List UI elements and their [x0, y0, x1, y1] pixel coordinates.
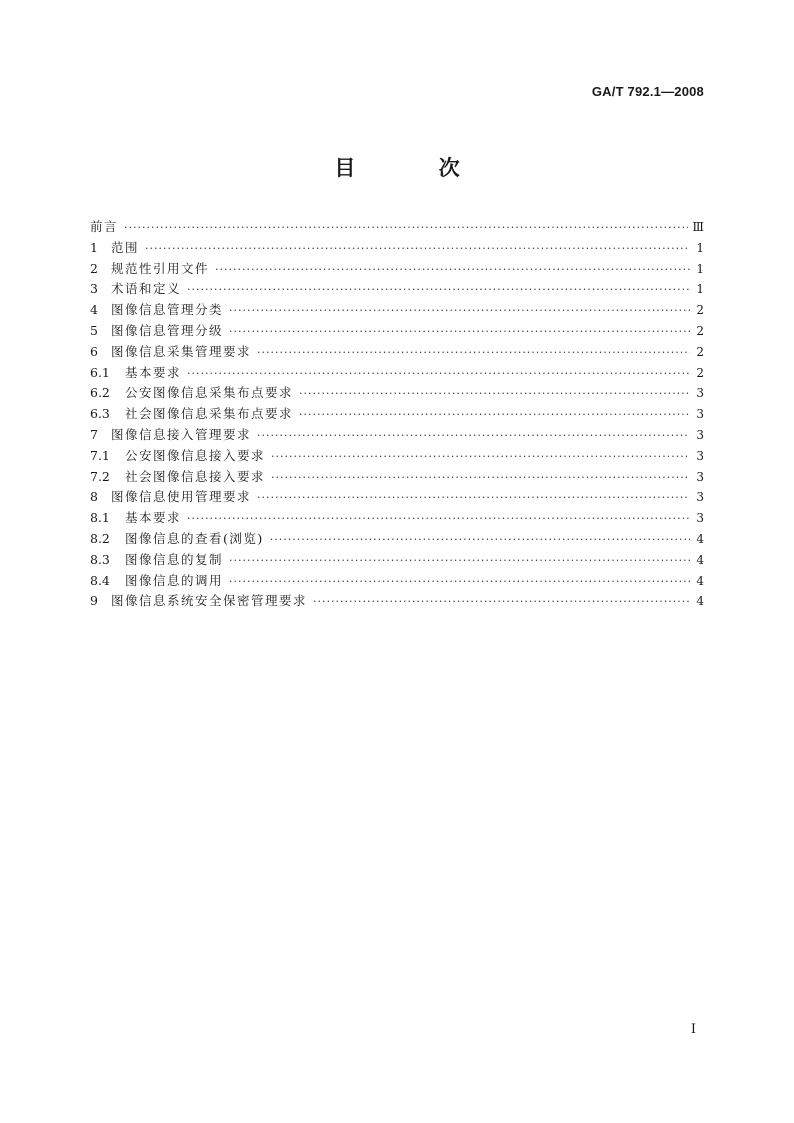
toc-dot-leader [145, 239, 690, 260]
toc-dot-leader [257, 426, 690, 447]
toc-entry-number: 9 [90, 593, 98, 609]
toc-entry[interactable] [90, 217, 704, 238]
toc-entry[interactable] [90, 321, 704, 342]
toc-entry-number: 8.1 [90, 510, 110, 526]
toc-entry[interactable] [90, 238, 704, 259]
toc-dot-leader [215, 260, 690, 281]
toc-entry[interactable] [90, 487, 704, 508]
toc-entry-label: 基本要求 [125, 364, 182, 380]
toc-dot-leader [229, 322, 690, 343]
toc-entry-number: 4 [90, 302, 98, 318]
toc-entry-label: 图像信息的查看(浏览) [125, 530, 264, 546]
toc-entry-label: 图像信息采集管理要求 [111, 343, 252, 359]
toc-entry-page: 4 [696, 552, 704, 567]
toc-entry-number: 7.2 [90, 468, 110, 484]
toc-entry-page: 3 [696, 511, 704, 526]
toc-entry-number: 8.4 [90, 572, 110, 588]
toc-entry[interactable] [90, 300, 704, 321]
toc-entry-label: 前言 [90, 219, 119, 234]
toc-entry-number: 7.1 [90, 447, 110, 463]
toc-entry-label: 图像信息系统安全保密管理要求 [111, 593, 308, 609]
toc-dot-leader [313, 592, 690, 613]
toc-entry[interactable] [90, 363, 704, 384]
toc-entry-label: 基本要求 [125, 510, 182, 526]
toc-dot-leader [124, 218, 688, 239]
toc-entry-number: 6.2 [90, 385, 110, 401]
toc-entry-number: 5 [90, 322, 98, 338]
toc-entry-label: 公安图像信息接入要求 [125, 447, 266, 463]
toc-entry-label: 图像信息接入管理要求 [111, 426, 252, 442]
toc-dot-leader [257, 488, 690, 509]
toc-entry-number: 6 [90, 343, 98, 359]
toc-dot-leader [229, 551, 690, 572]
toc-entry-page: 2 [696, 303, 704, 318]
toc-entry-label: 社会图像信息采集布点要求 [125, 406, 294, 422]
toc-dot-leader [299, 405, 690, 426]
page-title: 目 次 [334, 156, 498, 180]
toc-entry-number: 8 [90, 489, 98, 505]
toc-entry-label: 社会图像信息接入要求 [125, 468, 266, 484]
toc-entry-label: 图像信息管理分级 [111, 322, 224, 338]
toc-dot-leader [187, 364, 690, 385]
toc-dot-leader [270, 530, 690, 551]
toc-entry[interactable] [90, 259, 704, 280]
toc-entry-label: 范围 [111, 239, 140, 255]
toc-entry-page: 3 [696, 469, 704, 484]
toc-entry[interactable] [90, 383, 704, 404]
table-of-contents [90, 217, 704, 612]
toc-entry-page: Ⅲ [692, 220, 704, 234]
toc-entry-page: 3 [696, 407, 704, 422]
toc-entry-number: 8.3 [90, 551, 110, 567]
toc-entry-label: 术语和定义 [111, 281, 182, 297]
toc-entry[interactable] [90, 425, 704, 446]
toc-entry-page: 1 [696, 261, 704, 276]
page-number: I [690, 1022, 696, 1037]
toc-entry-number: 6.3 [90, 406, 110, 422]
toc-entry-label: 图像信息的复制 [125, 551, 224, 567]
toc-entry-page: 1 [696, 282, 704, 297]
toc-dot-leader [299, 384, 690, 405]
toc-entry[interactable] [90, 279, 704, 300]
toc-dot-leader [271, 468, 690, 489]
standard-code: GA/T 792.1—2008 [591, 84, 704, 99]
toc-entry[interactable] [90, 591, 704, 612]
toc-entry-label: 图像信息管理分类 [111, 302, 224, 318]
toc-entry[interactable] [90, 550, 704, 571]
toc-entry[interactable] [90, 404, 704, 425]
toc-entry[interactable] [90, 529, 704, 550]
toc-entry-number: 3 [90, 281, 98, 297]
toc-entry-page: 1 [696, 240, 704, 255]
toc-entry-number: 8.2 [90, 530, 110, 546]
toc-dot-leader [257, 343, 690, 364]
toc-entry-label: 图像信息的调用 [125, 572, 224, 588]
toc-dot-leader [271, 447, 690, 468]
toc-entry-label: 规范性引用文件 [111, 260, 210, 276]
toc-entry-page: 2 [696, 365, 704, 380]
toc-entry[interactable] [90, 342, 704, 363]
toc-dot-leader [229, 301, 690, 322]
toc-entry-number: 7 [90, 426, 98, 442]
toc-entry-page: 3 [696, 427, 704, 442]
toc-entry[interactable] [90, 446, 704, 467]
toc-entry-label: 公安图像信息采集布点要求 [125, 385, 294, 401]
toc-entry-page: 2 [696, 323, 704, 338]
toc-entry[interactable] [90, 508, 704, 529]
toc-entry-number: 6.1 [90, 364, 110, 380]
toc-entry[interactable] [90, 467, 704, 488]
toc-entry-number: 2 [90, 260, 98, 276]
toc-entry-page: 3 [696, 448, 704, 463]
toc-entry-page: 4 [696, 573, 704, 588]
toc-dot-leader [187, 509, 690, 530]
toc-entry-page: 3 [696, 490, 704, 505]
toc-entry-page: 2 [696, 344, 704, 359]
toc-dot-leader [187, 280, 690, 301]
toc-entry-page: 3 [696, 386, 704, 401]
toc-dot-leader [229, 572, 690, 593]
toc-entry-page: 4 [696, 594, 704, 609]
toc-entry[interactable] [90, 571, 704, 592]
toc-entry-label: 图像信息使用管理要求 [111, 489, 252, 505]
toc-entry-page: 4 [696, 531, 704, 546]
toc-entry-number: 1 [90, 239, 98, 255]
